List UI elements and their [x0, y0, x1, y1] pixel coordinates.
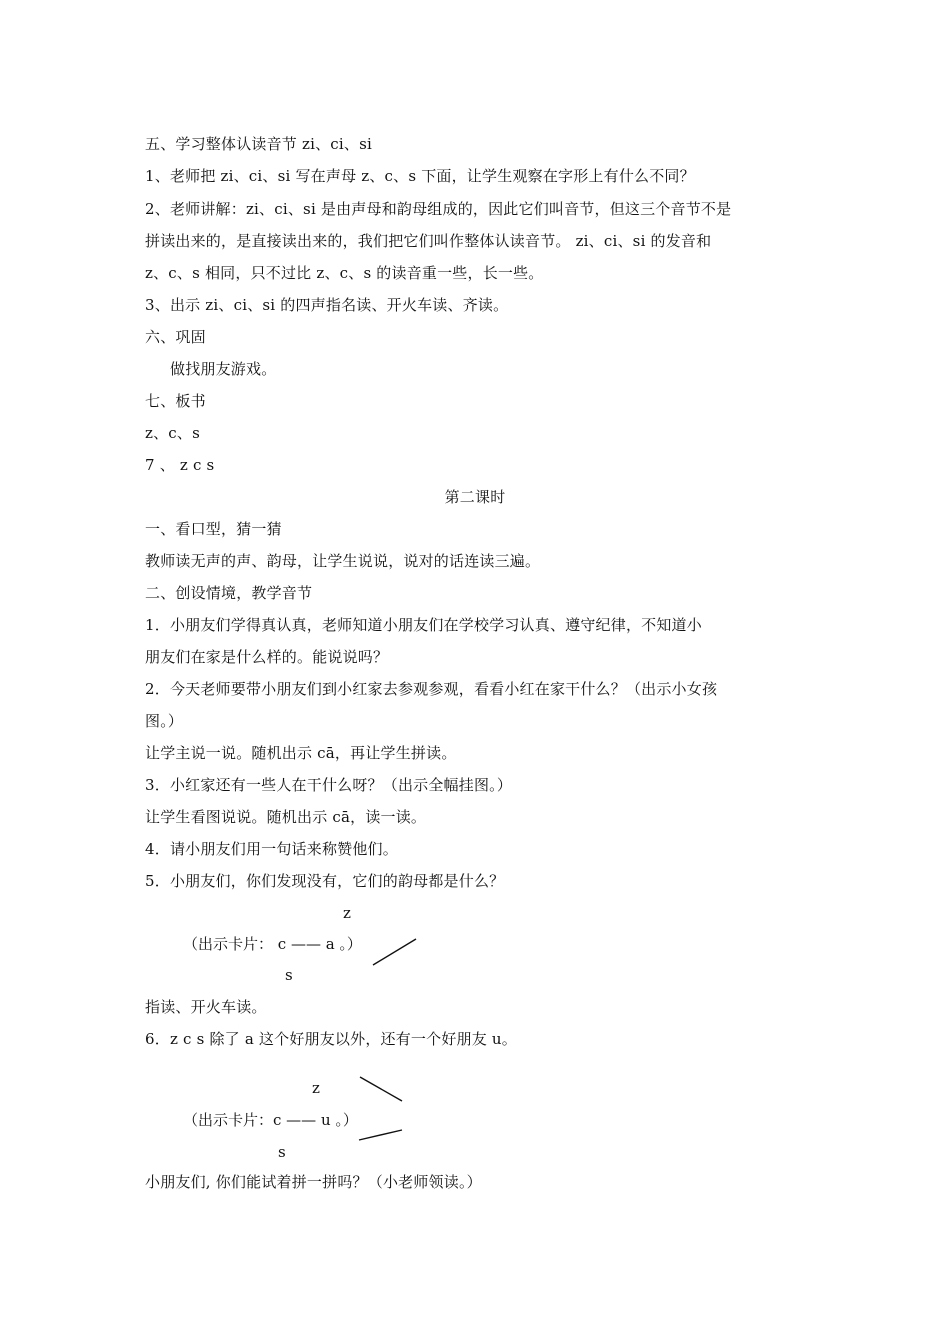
- paragraph-item-3: 3．小红家还有一些人在干什么呀？（出示全幅挂图。）: [145, 776, 513, 794]
- card2-middle-text: （出示卡片：c —— u 。）: [183, 1111, 358, 1129]
- paragraph-step-2-end: z、c、s 相同，只不过比 z、c、s 的读音重一些，长一些。: [145, 264, 544, 282]
- paragraph-step-2-cont: 拼读出来的，是直接读出来的，我们把它们叫作整体认读音节。 zi、ci、si 的发音和: [145, 232, 712, 250]
- section-heading-six: 六、巩固: [145, 328, 206, 346]
- section-heading-two: 二、创设情境，教学音节: [145, 584, 313, 602]
- lesson-two-title: 第二课时: [444, 488, 506, 506]
- card1-middle-text: （出示卡片： c —— a 。）: [183, 935, 362, 953]
- board-line-2: 7 、 z c s: [145, 456, 215, 474]
- paragraph-item-5-note: 指读、开火车读。: [145, 998, 267, 1016]
- card1-top-letter: z: [343, 904, 351, 922]
- paragraph-game: 做找朋友游戏。: [170, 360, 277, 378]
- paragraph-step-1: 1、老师把 zi、ci、si 写在声母 z、c、s 下面，让学生观察在字形上有什么不同？: [145, 167, 695, 185]
- paragraph-item-6: 6．z c s 除了 a 这个好朋友以外，还有一个好朋友 u。: [145, 1030, 517, 1048]
- paragraph-item-1-cont: 朋友们在家是什么样的。能说说吗？: [145, 648, 389, 666]
- card2-bottom-letter: s: [278, 1143, 286, 1161]
- card2-top-letter: z: [312, 1079, 320, 1097]
- section-heading-one: 一、看口型，猜一猜: [145, 520, 282, 538]
- card2-connector-line-lower: [359, 1130, 402, 1140]
- paragraph-item-1: 1．小朋友们学得真认真，老师知道小朋友们在学校学习认真、遵守纪律，不知道小: [145, 616, 702, 634]
- paragraph-item-2-note: 让学主说一说。随机出示 cā，再让学生拼读。: [145, 744, 457, 762]
- paragraph-step-3: 3、出示 zi、ci、si 的四声指名读、开火车读、齐读。: [145, 296, 509, 314]
- paragraph-item-3-note: 让学生看图说说。随机出示 cā，读一读。: [145, 808, 427, 826]
- board-line-1: z、c、s: [145, 424, 201, 442]
- card2-connector-line-upper: [360, 1077, 402, 1101]
- paragraph-item-4: 4．请小朋友们用一句话来称赞他们。: [145, 840, 398, 858]
- section-heading-seven: 七、板书: [145, 392, 206, 410]
- paragraph-silent-reading: 教师读无声的声、韵母，让学生说说，说对的话连读三遍。: [145, 552, 541, 570]
- paragraph-step-2: 2、老师讲解：zi、ci、si 是由声母和韵母组成的，因此它们叫音节，但这三个音节不是: [145, 200, 732, 218]
- section-heading-five: 五、学习整体认读音节 zi、ci、si: [145, 135, 372, 153]
- paragraph-item-5: 5．小朋友们，你们发现没有，它们的韵母都是什么？: [145, 872, 505, 890]
- paragraph-item-2: 2．今天老师要带小朋友们到小红家去参观参观，看看小红在家干什么？（出示小女孩: [145, 680, 718, 698]
- paragraph-closing: 小朋友们, 你们能试着拼一拼吗？（小老师领读。）: [145, 1173, 482, 1191]
- card1-bottom-letter: s: [285, 966, 293, 984]
- paragraph-item-2-cont: 图。）: [145, 712, 184, 730]
